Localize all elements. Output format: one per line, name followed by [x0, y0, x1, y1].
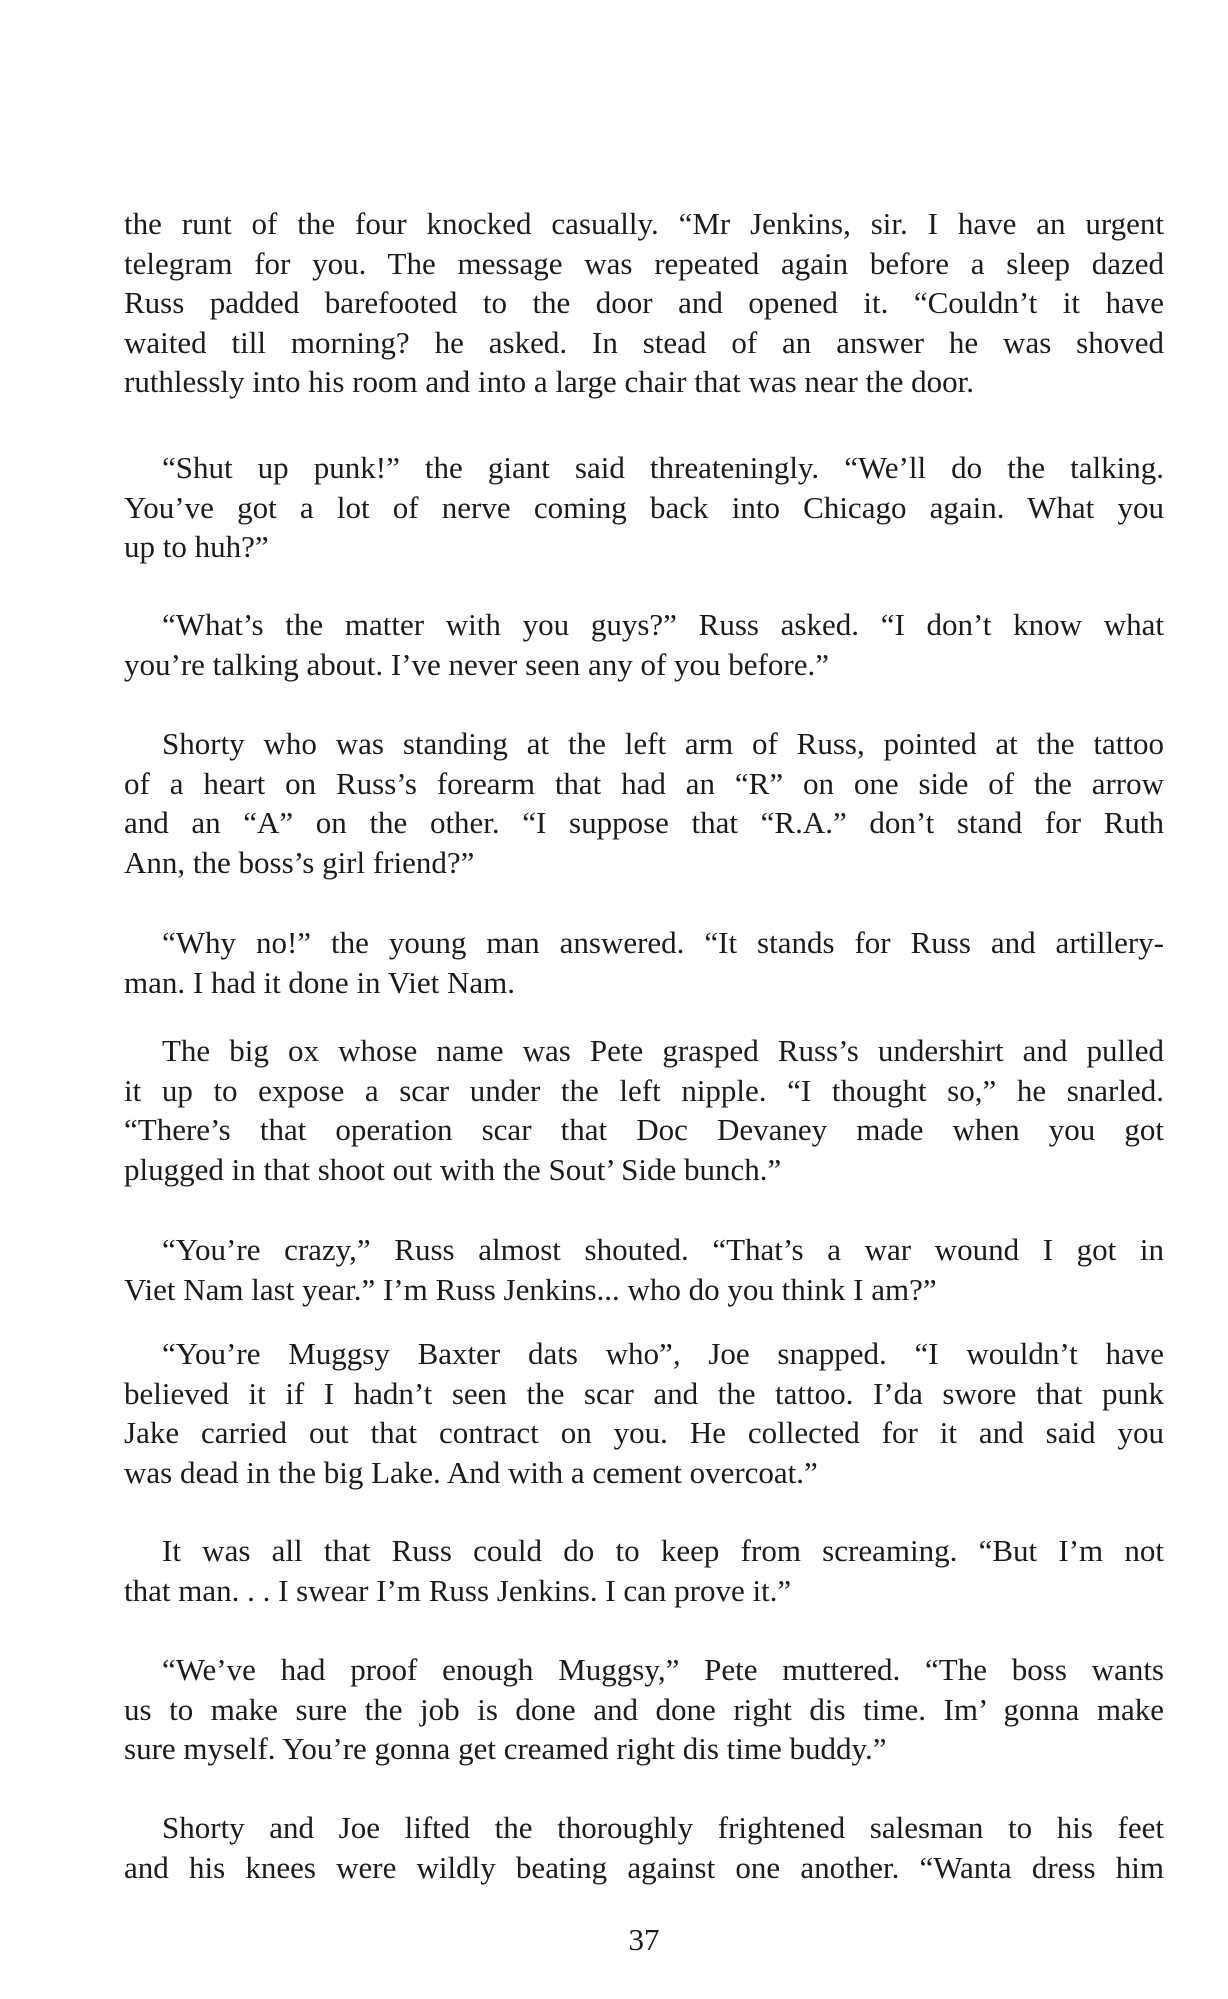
paragraph: [124, 1650, 1164, 1769]
text-line: “You’re Muggsy Baxter dats who”, Joe snapped. “I wouldn’t have: [162, 1336, 1164, 1371]
text-line: man. I had it done in Viet Nam.: [124, 964, 516, 1000]
text-line: ruthlessly into his room and into a large chair that was near the door.: [124, 364, 975, 400]
text-line: up to huh?”: [124, 529, 269, 565]
text-line: that man. . . I swear I’m Russ Jenkins. I can prove it.”: [124, 1572, 792, 1608]
paragraph: [124, 605, 1164, 684]
text-line: Russ padded barefooted to the door and opened it. “Couldn’t it have: [124, 285, 1164, 321]
text-line: It was all that Russ could do to keep from screaming. “But I’m not: [162, 1533, 1164, 1568]
text-line: it up to expose a scar under the left nipple. “I thought so,” he snarled.: [124, 1072, 1164, 1108]
paragraph: [124, 1230, 1164, 1309]
text-line: “Shut up punk!” the giant said threateningly. “We’ll do the talking.: [162, 450, 1164, 485]
text-line: us to make sure the job is done and done right dis time. Im’ gonna make: [124, 1691, 1164, 1727]
text-line: sure myself. You’re gonna get creamed right dis time buddy.”: [124, 1731, 887, 1767]
text-line: of a heart on Russ’s forearm that had an “R” on one side of the arrow: [124, 765, 1164, 801]
text-line: “There’s that operation scar that Doc Devaney made when you got: [124, 1112, 1164, 1148]
text-line: Shorty and Joe lifted the thoroughly frightened salesman to his feet: [162, 1810, 1164, 1845]
text-line: The big ox whose name was Pete grasped Russ’s undershirt and pulled: [162, 1033, 1164, 1068]
paragraph: [124, 1334, 1164, 1492]
paragraph: [124, 204, 1164, 402]
text-line: Shorty who was standing at the left arm of Russ, pointed at the tattoo: [162, 726, 1164, 761]
text-line: You’ve got a lot of nerve coming back into Chicago again. What you: [124, 489, 1164, 525]
text-line: Ann, the boss’s girl friend?”: [124, 844, 475, 880]
text-line: the runt of the four knocked casually. “Mr Jenkins, sir. I have an urgent: [124, 206, 1164, 241]
text-line: you’re talking about. I’ve never seen any of you before.”: [124, 646, 829, 682]
paragraph: [124, 923, 1164, 1002]
paragraph: [124, 448, 1164, 567]
text-line: “What’s the matter with you guys?” Russ asked. “I don’t know what: [162, 607, 1164, 642]
text-line: “You’re crazy,” Russ almost shouted. “That’s a war wound I got in: [162, 1232, 1164, 1267]
paragraph: [124, 1531, 1164, 1610]
text-line: telegram for you. The message was repeated again before a sleep dazed: [124, 245, 1164, 281]
text-line: was dead in the big Lake. And with a cement overcoat.”: [124, 1454, 818, 1490]
paragraph: [124, 1031, 1164, 1189]
text-line: “Why no!” the young man answered. “It stands for Russ and artillery-: [162, 925, 1164, 960]
text-line: and his knees were wildly beating against one another. “Wanta dress him: [124, 1849, 1164, 1885]
paragraph: [124, 724, 1164, 882]
text-line: and an “A” on the other. “I suppose that “R.A.” don’t stand for Ruth: [124, 805, 1164, 841]
text-line: “We’ve had proof enough Muggsy,” Pete muttered. “The boss wants: [162, 1652, 1164, 1687]
paragraph: [124, 1808, 1164, 1887]
text-line: plugged in that shoot out with the Sout’ Side bunch.”: [124, 1151, 782, 1187]
page-number: 37: [628, 1922, 660, 1957]
text-line: Jake carried out that contract on you. He collected for it and said you: [124, 1415, 1164, 1451]
text-line: Viet Nam last year.” I’m Russ Jenkins... who do you think I am?”: [124, 1271, 937, 1307]
text-line: believed it if I hadn’t seen the scar and the tattoo. I’da swore that punk: [124, 1375, 1164, 1411]
text-line: waited till morning? he asked. In stead of an answer he was shoved: [124, 324, 1164, 360]
